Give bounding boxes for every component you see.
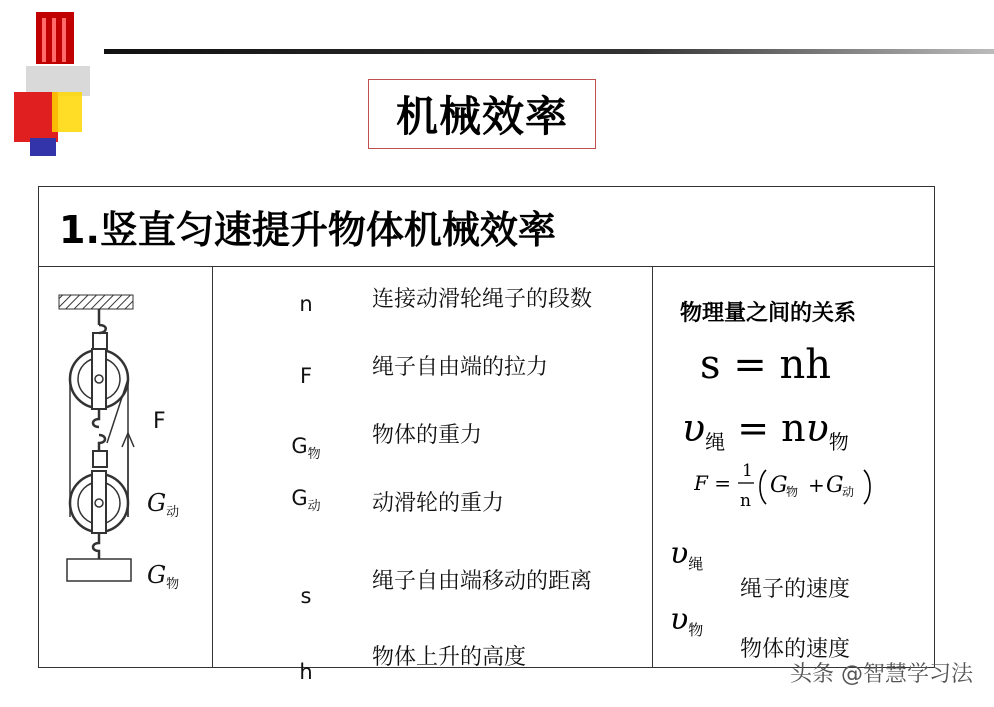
formula-force-plus: + <box>808 473 825 497</box>
pulley-diagram <box>39 267 212 667</box>
formula-speed: $\upsilon_绳 = n\upsilon_物$ <box>682 406 849 454</box>
section-title: 1.竖直匀速提升物体机械效率 <box>39 187 934 267</box>
formula-force-num: 1 <box>742 461 753 481</box>
slide-title: 机械效率 <box>368 79 596 149</box>
speed-rope-symbol: $\upsilon_绳$ <box>670 536 704 573</box>
symbol-gwu: $G_物$ <box>291 434 321 462</box>
column-divider <box>212 267 213 667</box>
desc-f: 绳子自由端的拉力 <box>372 355 549 380</box>
formula-force-sub1: 物 <box>786 485 799 499</box>
speed-rope-desc: 绳子的速度 <box>740 577 851 602</box>
formula-force-den: n <box>740 491 751 511</box>
gwu-label: $G_物$ <box>147 561 180 592</box>
column-divider <box>652 267 653 667</box>
desc-n: 连接动滑轮绳子的段数 <box>372 287 593 312</box>
force-label: F <box>153 409 166 434</box>
formula-force-g2: G <box>826 473 844 498</box>
symbol-s: s <box>300 584 312 608</box>
speed-object-desc: 物体的速度 <box>740 637 851 662</box>
header-rule <box>104 49 994 54</box>
formula-s-nh: s = nh <box>700 342 831 388</box>
relations-title: 物理量之间的关系 <box>680 301 857 326</box>
desc-gdong: 动滑轮的重力 <box>372 491 505 516</box>
formula-force <box>694 456 894 516</box>
gdong-label: $G_动$ <box>147 489 180 520</box>
symbol-h: h <box>299 660 313 684</box>
speed-object-symbol: $\upsilon_物$ <box>670 602 704 639</box>
desc-gwu: 物体的重力 <box>372 423 483 448</box>
desc-s: 绳子自由端移动的距离 <box>372 569 593 594</box>
symbol-f: F <box>299 364 313 388</box>
symbol-n: n <box>299 292 313 316</box>
watermark: 头条 @智慧学习法 <box>790 662 973 687</box>
logo-graphic <box>8 12 108 162</box>
formula-force-sub2: 动 <box>842 485 855 499</box>
formula-force-lhs: F = <box>694 471 731 495</box>
formula-force-g1: G <box>770 473 788 498</box>
desc-h: 物体上升的高度 <box>372 645 527 670</box>
symbol-gdong: $G_动$ <box>291 486 321 514</box>
